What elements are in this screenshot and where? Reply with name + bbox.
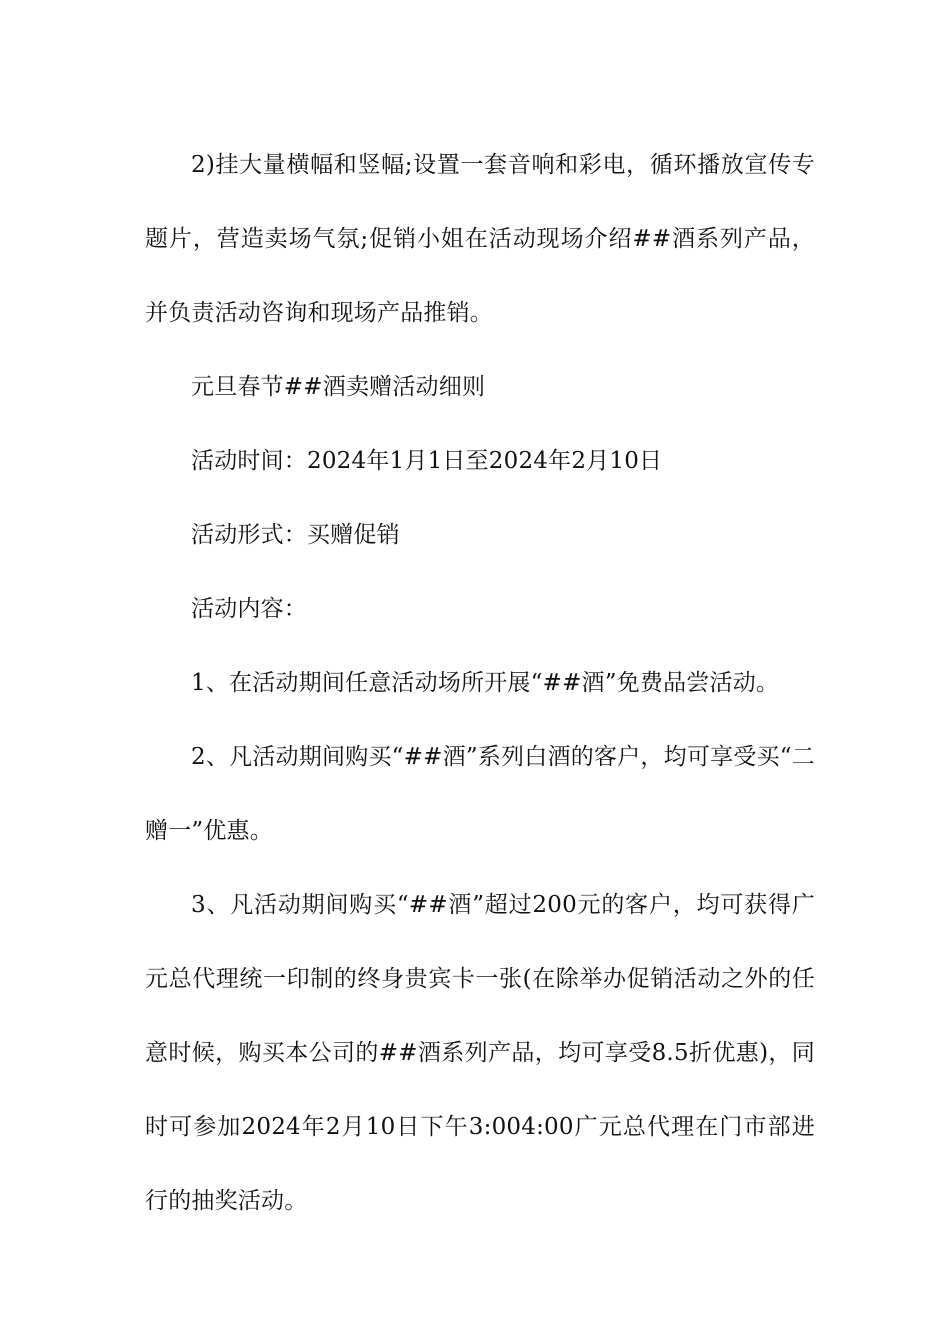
paragraph-activity-form: 活动形式：买赠促销	[191, 522, 400, 548]
paragraph-promotion-setup: 2)挂大量横幅和竖幅;设置一套音响和彩电，循环播放宣传专题片，营造卖场气氛;促销小姐在活动现场介绍##酒系列产品，并负责活动咨询和现场产品推销。	[145, 152, 815, 326]
paragraph-activity-time: 活动时间：2024年1月1日至2024年2月10日	[191, 448, 663, 474]
paragraph-activity-content-heading: 活动内容：	[191, 596, 307, 622]
paragraph-item-2: 2、凡活动期间购买“##酒”系列白酒的客户，均可享受买“二赠一”优惠。	[145, 744, 815, 844]
paragraph-item-1: 1、在活动期间任意活动场所开展“##酒”免费品尝活动。	[191, 670, 780, 696]
paragraph-item-3: 3、凡活动期间购买“##酒”超过200元的客户，均可获得广元总代理统一印制的终身贵宾卡一张(在除举办促销活动之外的任意时候，购买本公司的##酒系列产品，均可享受8.5折优惠)，同时可参加2024年2月10日下午3:004:00广元总代理在门市部进行的抽奖活动。	[145, 892, 815, 1214]
document-body	[145, 128, 815, 1238]
paragraph-section-title: 元旦春节##酒卖赠活动细则	[191, 374, 486, 400]
